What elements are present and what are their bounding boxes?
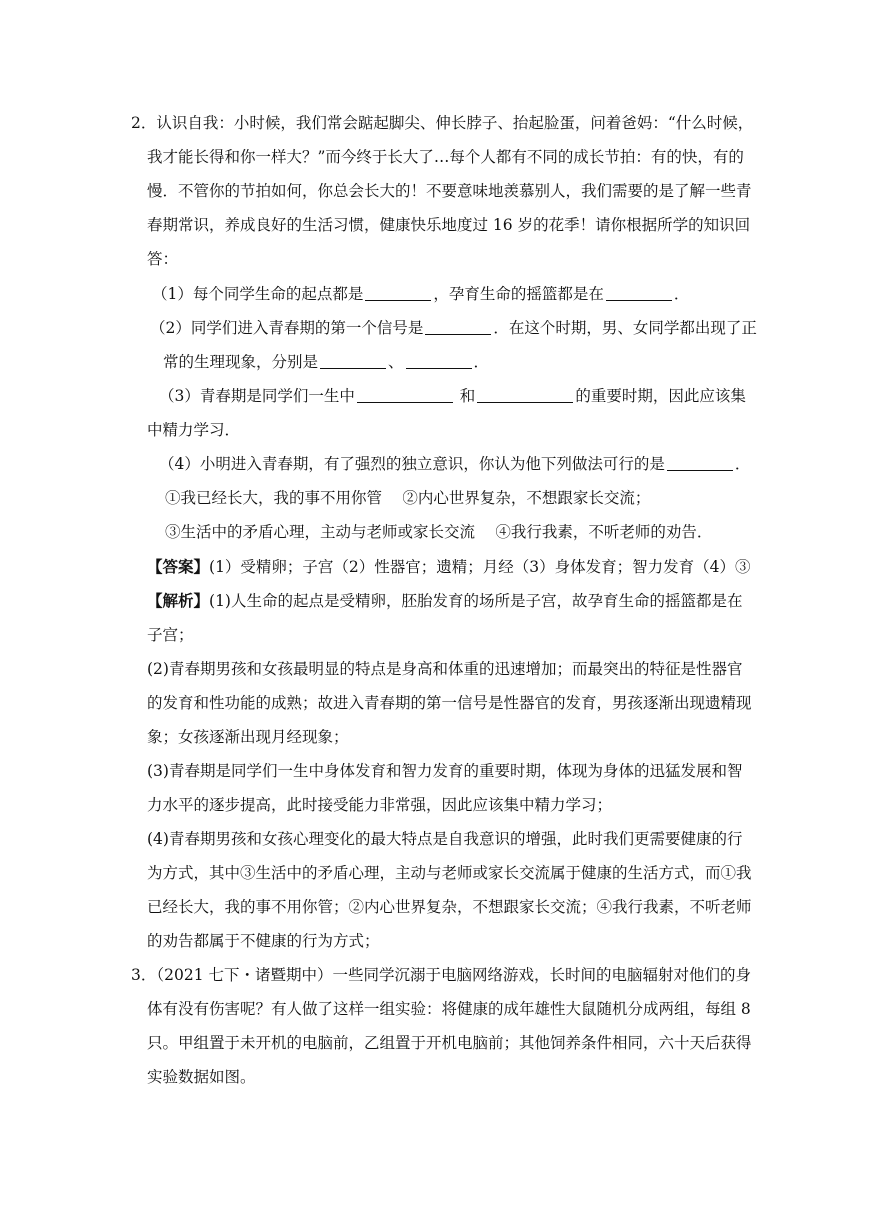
q2-stem-line-3: 慢．不管你的节拍如何，你总会长大的！不要意味地羡慕别人，我们需要的是了解一些青 bbox=[147, 182, 752, 200]
q2-analysis-line-4: 的发育和性功能的成熟；故进入青春期的第一信号是性器官的发育，男孩逐渐出现遗精现 bbox=[147, 694, 752, 712]
q2-stem-line-4: 春期常识，养成良好的生活习惯，健康快乐地度过 16 岁的花季！请你根据所学的知识回 bbox=[147, 216, 751, 234]
q2-options-1-2: ①我已经长大，我的事不用你管 ②内心世界复杂，不想跟家长交流； bbox=[165, 489, 651, 507]
q2-sub-question-3-cont: 中精力学习． bbox=[147, 421, 241, 439]
q2-analysis-line-1 bbox=[147, 591, 742, 611]
answer-blank[interactable] bbox=[667, 454, 733, 471]
sub2-text-d: 、 bbox=[388, 353, 404, 371]
q2-stem-line-1: 2．认识自我：小时候，我们常会踮起脚尖、伸长脖子、抬起脸蛋，问着爸妈：“什么时候， bbox=[131, 114, 754, 132]
sub4-text-b: ． bbox=[734, 455, 751, 473]
answer-blank[interactable] bbox=[477, 386, 573, 403]
q2-options-3-4: ③生活中的矛盾心理，主动与老师或家长交流 ④我行我素，不听老师的劝告． bbox=[165, 523, 713, 541]
answer-tag: 【答案】 bbox=[147, 557, 210, 576]
sub1-text-c: ． bbox=[673, 285, 690, 303]
analysis-tag: 【解析】 bbox=[147, 591, 210, 610]
answer-blank[interactable] bbox=[320, 352, 386, 369]
answer-blank[interactable] bbox=[606, 284, 672, 301]
answer-blank[interactable] bbox=[406, 352, 472, 369]
q2-answer bbox=[147, 557, 751, 577]
answer-blank[interactable] bbox=[365, 284, 431, 301]
sub1-text-a: （1）每个同学生命的起点都是 bbox=[152, 285, 364, 303]
q2-analysis-line-2: 子宫； bbox=[147, 626, 194, 644]
q2-sub-question-3 bbox=[159, 386, 746, 406]
answer-blank[interactable] bbox=[357, 386, 453, 403]
q3-stem-line-1: 3．（2021 七下・诸暨期中）一些同学沉溺于电脑网络游戏，长时间的电脑辐射对他们的身 bbox=[131, 966, 751, 984]
sub1-text-b: ，孕育生命的摇篮都是在 bbox=[433, 285, 604, 303]
q3-stem-line-3: 只。甲组置于未开机的电脑前，乙组置于开机电脑前；其他饲养条件相同，六十天后获得 bbox=[147, 1034, 752, 1052]
sub2-text-b: ．在这个时期，男、女同学都出现了正 bbox=[493, 319, 757, 337]
q2-stem-line-5: 答： bbox=[147, 250, 179, 268]
sub3-text-b: 和 bbox=[454, 387, 476, 405]
q2-analysis-line-11: 的劝告都属于不健康的行为方式； bbox=[147, 932, 380, 950]
q2-sub-question-1 bbox=[152, 284, 689, 304]
q2-analysis-line-7: 力水平的逐步提高，此时接受能力非常强，因此应该集中精力学习； bbox=[147, 796, 613, 814]
sub2-text-e: ． bbox=[473, 353, 490, 371]
q2-analysis-line-5: 象；女孩逐渐出现月经现象； bbox=[147, 728, 349, 746]
q2-analysis-line-3: (2)青春期男孩和女孩最明显的特点是身高和体重的迅速增加；而最突出的特征是性器官 bbox=[147, 660, 743, 678]
q2-analysis-line-8: (4)青春期男孩和女孩心理变化的最大特点是自我意识的增强，此时我们更需要健康的行 bbox=[147, 830, 743, 848]
analysis-text: (1)人生命的起点是受精卵，胚胎发育的场所是子宫，故孕育生命的摇篮都是在 bbox=[209, 592, 743, 610]
sub3-text-c: 的重要时期，因此应该集 bbox=[575, 387, 746, 405]
sub4-text-a: （4）小明进入青春期，有了强烈的独立意识，你认为他下列做法可行的是 bbox=[159, 455, 665, 473]
q2-sub-question-2-cont bbox=[163, 352, 489, 372]
q2-sub-question-4 bbox=[159, 454, 750, 474]
sub2-text-c: 常的生理现象，分别是 bbox=[163, 353, 319, 371]
answer-text: (1）受精卵；子宫（2）性器官；遗精；月经（3）身体发育；智力发育（4）③ bbox=[209, 558, 751, 576]
answer-blank[interactable] bbox=[425, 318, 491, 335]
q3-stem-line-4: 实验数据如图。 bbox=[147, 1068, 256, 1086]
sub2-text-a: （2）同学们进入青春期的第一个信号是 bbox=[150, 319, 424, 337]
sub3-text-a: （3）青春期是同学们一生中 bbox=[159, 387, 355, 405]
q2-analysis-line-10: 已经长大，我的事不用你管；②内心世界复杂，不想跟家长交流；④我行我素，不听老师 bbox=[147, 898, 752, 916]
q2-stem-line-2: 我才能长得和你一样大？”而今终于长大了…每个人都有不同的成长节拍：有的快，有的 bbox=[147, 148, 744, 166]
q2-sub-question-2 bbox=[150, 318, 757, 338]
q3-stem-line-2: 体有没有伤害呢？有人做了这样一组实验：将健康的成年雄性大鼠随机分成两组，每组 8 bbox=[147, 1000, 751, 1018]
q2-analysis-line-6: (3)青春期是同学们一生中身体发育和智力发育的重要时期，体现为身体的迅猛发展和智 bbox=[147, 762, 743, 780]
q2-analysis-line-9: 为方式，其中③生活中的矛盾心理，主动与老师或家长交流属于健康的生活方式，而①我 bbox=[147, 864, 752, 882]
